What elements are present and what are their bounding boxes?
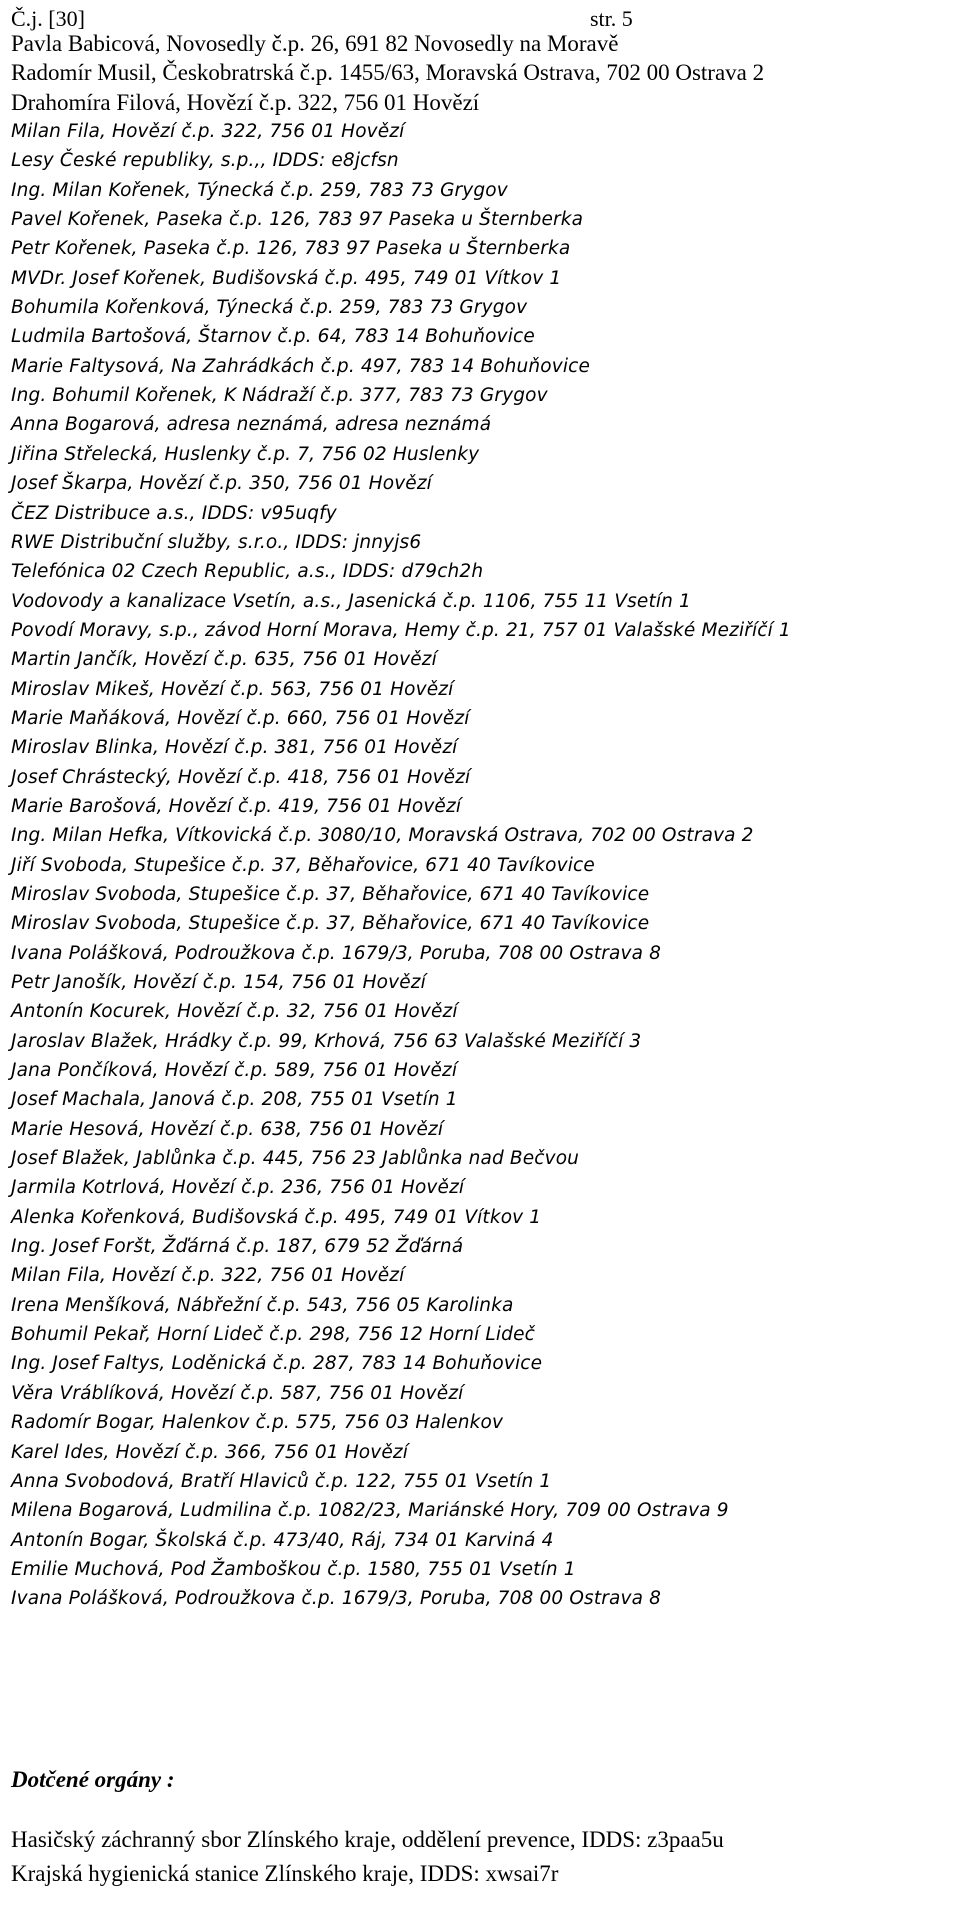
recipient-entry: Jiřina Střelecká, Huslenky č.p. 7, 756 02 Huslenky (11, 443, 480, 465)
recipient-entry: Anna Bogarová, adresa neznámá, adresa neznámá (11, 414, 492, 436)
recipient-entry: ČEZ Distribuce a.s., IDDS: v95uqfy (11, 502, 337, 524)
recipient-entry: Josef Škarpa, Hovězí č.p. 350, 756 01 Hovězí (11, 473, 432, 495)
recipient-entry: MVDr. Josef Kořenek, Budišovská č.p. 495, 749 01 Vítkov 1 (11, 267, 562, 289)
recipient-entry: Marie Hesová, Hovězí č.p. 638, 756 01 Hovězí (11, 1118, 444, 1140)
recipient-entry: Lesy České republiky, s.p.,, IDDS: e8jcfsn (11, 150, 399, 172)
recipient-entry: Ing. Milan Kořenek, Týnecká č.p. 259, 783 73 Grygov (11, 179, 508, 201)
recipient-entry: Telefónica 02 Czech Republic, a.s., IDDS: d79ch2h (11, 561, 484, 583)
affected-authorities-list (11, 1823, 960, 1891)
recipient-entry: Pavel Kořenek, Paseka č.p. 126, 783 97 Paseka u Šternberka (11, 209, 584, 231)
recipient-entry: Radomír Musil, Českobratrská č.p. 1455/63, Moravská Ostrava, 702 00 Ostrava 2 (11, 60, 765, 86)
recipient-entry: Antonín Bogar, Školská č.p. 473/40, Ráj, 734 01 Karviná 4 (11, 1529, 554, 1551)
recipient-entry: Ing. Josef Foršt, Žďárná č.p. 187, 679 52 Žďárná (11, 1236, 464, 1258)
recipient-entry: Ivana Polášková, Podroužkova č.p. 1679/3, Poruba, 708 00 Ostrava 8 (11, 1588, 662, 1610)
recipient-entry: Ivana Polášková, Podroužkova č.p. 1679/3, Poruba, 708 00 Ostrava 8 (11, 942, 662, 964)
recipient-entry: Emilie Muchová, Pod Žamboškou č.p. 1580, 755 01 Vsetín 1 (11, 1558, 576, 1580)
recipient-entry: Ing. Bohumil Kořenek, K Nádraží č.p. 377, 783 73 Grygov (11, 385, 548, 407)
recipient-entry: Věra Vráblíková, Hovězí č.p. 587, 756 01 Hovězí (11, 1382, 464, 1404)
recipient-entry: Martin Jančík, Hovězí č.p. 635, 756 01 Hovězí (11, 649, 437, 671)
authority-entry: Hasičský záchranný sbor Zlínského kraje, oddělení prevence, IDDS: z3paa5u (11, 1827, 724, 1852)
authority-entry: Krajská hygienická stanice Zlínského kraje, IDDS: xwsai7r (11, 1861, 559, 1886)
recipient-entry: Pavla Babicová, Novosedly č.p. 26, 691 82 Novosedly na Moravě (11, 31, 619, 56)
recipient-entry: Antonín Kocurek, Hovězí č.p. 32, 756 01 Hovězí (11, 1001, 458, 1023)
recipient-entry: Josef Machala, Janová č.p. 208, 755 01 Vsetín 1 (11, 1089, 458, 1111)
recipient-entry: Josef Blažek, Jablůnka č.p. 445, 756 23 Jablůnka nad Bečvou (11, 1148, 580, 1170)
recipient-entry: Karel Ides, Hovězí č.p. 366, 756 01 Hovězí (11, 1441, 409, 1463)
recipient-entry: Ing. Josef Faltys, Loděnická č.p. 287, 783 14 Bohuňovice (11, 1353, 543, 1375)
recipient-entry: Bohumila Kořenková, Týnecká č.p. 259, 783 73 Grygov (11, 297, 528, 319)
recipient-entry: Marie Maňáková, Hovězí č.p. 660, 756 01 Hovězí (11, 707, 470, 729)
recipient-list (11, 29, 960, 1614)
recipient-entry: Miroslav Blinka, Hovězí č.p. 381, 756 01 Hovězí (11, 737, 458, 759)
recipient-entry: Petr Janošík, Hovězí č.p. 154, 756 01 Hovězí (11, 972, 426, 993)
recipient-entry: Alenka Kořenková, Budišovská č.p. 495, 749 01 Vítkov 1 (11, 1206, 542, 1228)
recipient-entry: Miroslav Svoboda, Stupešice č.p. 37, Běhařovice, 671 40 Tavíkovice (11, 883, 650, 905)
recipient-entry: Drahomíra Filová, Hovězí č.p. 322, 756 01 Hovězí (11, 89, 480, 115)
recipient-entry: Marie Barošová, Hovězí č.p. 419, 756 01 Hovězí (11, 795, 462, 817)
recipient-entry: Josef Chrástecký, Hovězí č.p. 418, 756 01 Hovězí (11, 766, 471, 788)
recipient-entry: Jana Pončíková, Hovězí č.p. 589, 756 01 Hovězí (11, 1060, 458, 1082)
recipient-entry: Povodí Moravy, s.p., závod Horní Morava, Hemy č.p. 21, 757 01 Valašské Meziříčí 1 (11, 619, 791, 641)
recipient-entry: Petr Kořenek, Paseka č.p. 126, 783 97 Paseka u Šternberka (11, 238, 571, 260)
recipient-entry: Milan Fila, Hovězí č.p. 322, 756 01 Hovězí (11, 1265, 405, 1287)
recipient-entry: Jarmila Kotrlová, Hovězí č.p. 236, 756 01 Hovězí (11, 1177, 465, 1199)
recipient-entry: Anna Svobodová, Bratří Hlaviců č.p. 122, 755 01 Vsetín 1 (11, 1470, 552, 1492)
reference-number: Č.j. [30] (11, 6, 85, 31)
recipient-entry: Irena Menšíková, Nábřežní č.p. 543, 756 05 Karolinka (11, 1294, 514, 1316)
recipient-entry: Miroslav Mikeš, Hovězí č.p. 563, 756 01 Hovězí (11, 678, 454, 700)
recipient-entry: Miroslav Svoboda, Stupešice č.p. 37, Běhařovice, 671 40 Tavíkovice (11, 913, 650, 935)
recipient-entry: Ludmila Bartošová, Štarnov č.p. 64, 783 14 Bohuňovice (11, 326, 535, 348)
recipient-entry: Jiří Svoboda, Stupešice č.p. 37, Běhařovice, 671 40 Tavíkovice (11, 854, 595, 876)
affected-authorities-heading: Dotčené orgány : (11, 1767, 175, 1792)
recipient-entry: Vodovody a kanalizace Vsetín, a.s., Jasenická č.p. 1106, 755 11 Vsetín 1 (11, 590, 691, 612)
recipient-entry: Milena Bogarová, Ludmilina č.p. 1082/23, Mariánské Hory, 709 00 Ostrava 9 (11, 1500, 729, 1522)
page-number: str. 5 (590, 6, 633, 31)
recipient-entry: Ing. Milan Hefka, Vítkovická č.p. 3080/10, Moravská Ostrava, 702 00 Ostrava 2 (11, 825, 754, 847)
recipient-entry: RWE Distribuční služby, s.r.o., IDDS: jnnyjs6 (11, 531, 422, 553)
recipient-entry: Jaroslav Blažek, Hrádky č.p. 99, Krhová, 756 63 Valašské Meziříčí 3 (11, 1030, 642, 1052)
recipient-entry: Milan Fila, Hovězí č.p. 322, 756 01 Hovězí (11, 121, 405, 143)
recipient-entry: Marie Faltysová, Na Zahrádkách č.p. 497, 783 14 Bohuňovice (11, 355, 591, 377)
recipient-entry: Radomír Bogar, Halenkov č.p. 575, 756 03 Halenkov (11, 1412, 504, 1434)
recipient-entry: Bohumil Pekař, Horní Lideč č.p. 298, 756 12 Horní Lideč (11, 1324, 535, 1346)
